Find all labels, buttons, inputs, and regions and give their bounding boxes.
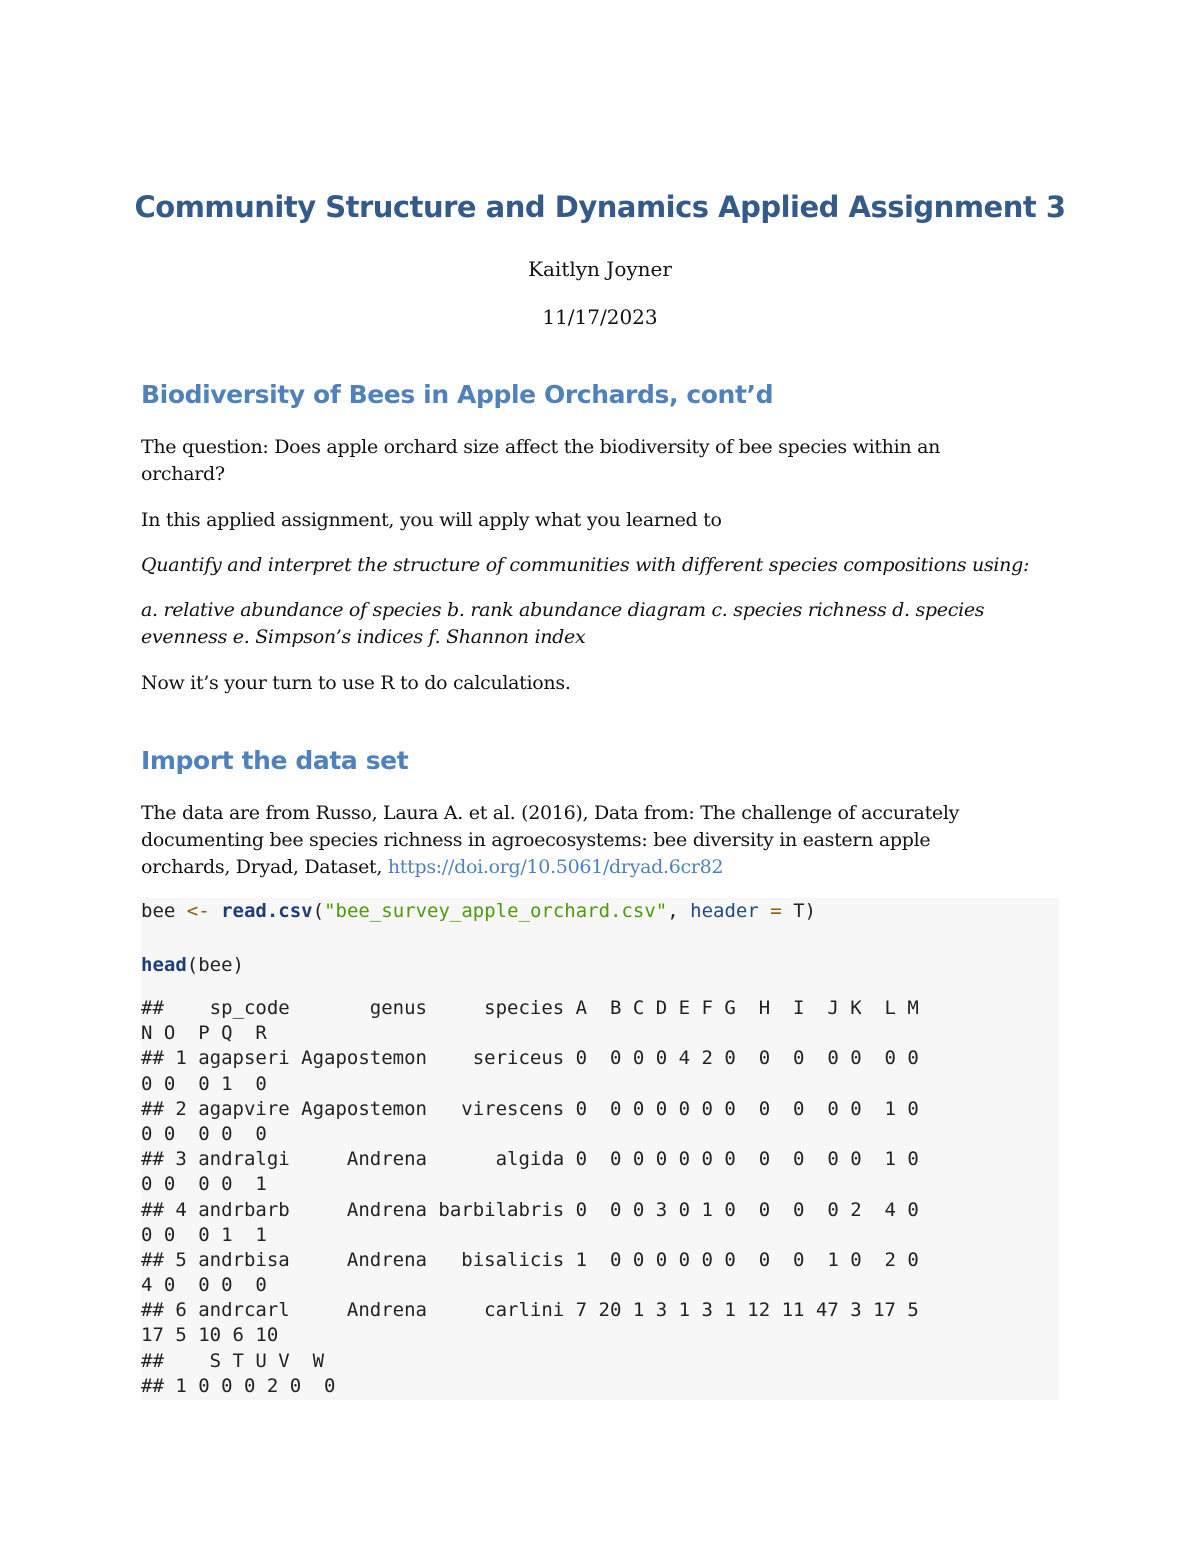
output-line: ## sp_code genus species A B C D E F G H I J K L M: [141, 997, 919, 1019]
code-arg-header: header: [690, 900, 759, 922]
topics-line-2: evenness e. Simpson’s indices f. Shannon index: [141, 626, 586, 648]
output-line: 0 0 0 0 1: [141, 1173, 267, 1196]
doi-link[interactable]: https://doi.org/10.5061/dryad.6cr82: [387, 856, 724, 878]
section-heading-import: Import the data set: [141, 746, 409, 775]
objective-paragraph: Quantify and interpret the structure of communities with different species compositions using:: [141, 554, 1030, 576]
code-output: [141, 996, 919, 1399]
code-comma: ,: [667, 900, 691, 922]
output-line: ## 4 andrbarb Andrena barbilabris 0 0 0 3 0 1 0 0 0 0 2 4 0: [141, 1198, 919, 1221]
output-line: ## 6 andrcarl Andrena carlini 7 20 1 3 1 3 1 12 11 47 3 17 5: [141, 1299, 919, 1322]
output-line: ## 1 0 0 0 2 0 0: [141, 1374, 336, 1397]
output-line: ## 1 agapseri Agapostemon sericeus 0 0 0 0 4 2 0 0 0 0 0 0 0: [141, 1047, 919, 1070]
output-line: 4 0 0 0 0: [141, 1274, 267, 1297]
source-line-1: The data are from Russo, Laura A. et al. (2016), Data from: The challenge of accurately: [141, 802, 960, 824]
output-line: N O P Q R: [141, 1022, 267, 1045]
code-var-bee: bee: [141, 900, 187, 922]
question-line-2: orchard?: [141, 463, 225, 485]
code-fn-head: head: [141, 954, 187, 976]
code-line-read-csv: [141, 899, 816, 924]
question-paragraph: [141, 434, 1061, 488]
output-line: ## S T U V W: [141, 1349, 325, 1372]
output-line: 0 0 0 1 0: [141, 1072, 267, 1095]
section-heading-biodiversity: Biodiversity of Bees in Apple Orchards, cont’d: [141, 380, 774, 409]
author-name: Kaitlyn Joyner: [528, 257, 672, 281]
output-line: 0 0 0 0 0: [141, 1122, 267, 1145]
output-line: 17 5 10 6 10: [141, 1324, 279, 1347]
code-head-args: (bee): [186, 954, 244, 976]
turn-paragraph: Now it’s your turn to use R to do calculations.: [141, 672, 571, 694]
code-equals: =: [758, 900, 794, 922]
document-title: Community Structure and Dynamics Applied Assignment 3: [134, 190, 1066, 224]
source-line-3: orchards, Dryad, Dataset,: [141, 856, 388, 878]
output-line: ## 2 agapvire Agapostemon virescens 0 0 0 0 0 0 0 0 0 0 0 1 0: [141, 1097, 919, 1120]
output-line: ## 5 andrbisa Andrena bisalicis 1 0 0 0 0 0 0 0 0 1 0 2 0: [141, 1248, 919, 1271]
code-fn-read-csv: read.csv: [221, 900, 313, 922]
topics-line-1: a. relative abundance of species b. rank abundance diagram c. species richness d. species: [141, 599, 985, 621]
code-line-head: [141, 953, 244, 978]
output-line: 0 0 0 1 1: [141, 1223, 267, 1246]
topics-list-paragraph: [141, 597, 1061, 651]
intro-paragraph: In this applied assignment, you will apply what you learned to: [141, 509, 722, 531]
source-line-2: documenting bee species richness in agroecosystems: bee diversity in eastern apple: [141, 829, 931, 851]
code-value-t: T): [793, 900, 816, 922]
code-assign-operator: <-: [186, 900, 222, 922]
output-line: ## 3 andralgi Andrena algida 0 0 0 0 0 0 0 0 0 0 0 1 0: [141, 1148, 919, 1171]
code-paren-open: (: [312, 900, 325, 922]
code-string-filename: "bee_survey_apple_orchard.csv": [324, 900, 668, 922]
source-paragraph: [141, 800, 1061, 881]
document-date: 11/17/2023: [542, 305, 658, 329]
question-line-1: The question: Does apple orchard size affect the biodiversity of bee species within an: [141, 436, 941, 458]
